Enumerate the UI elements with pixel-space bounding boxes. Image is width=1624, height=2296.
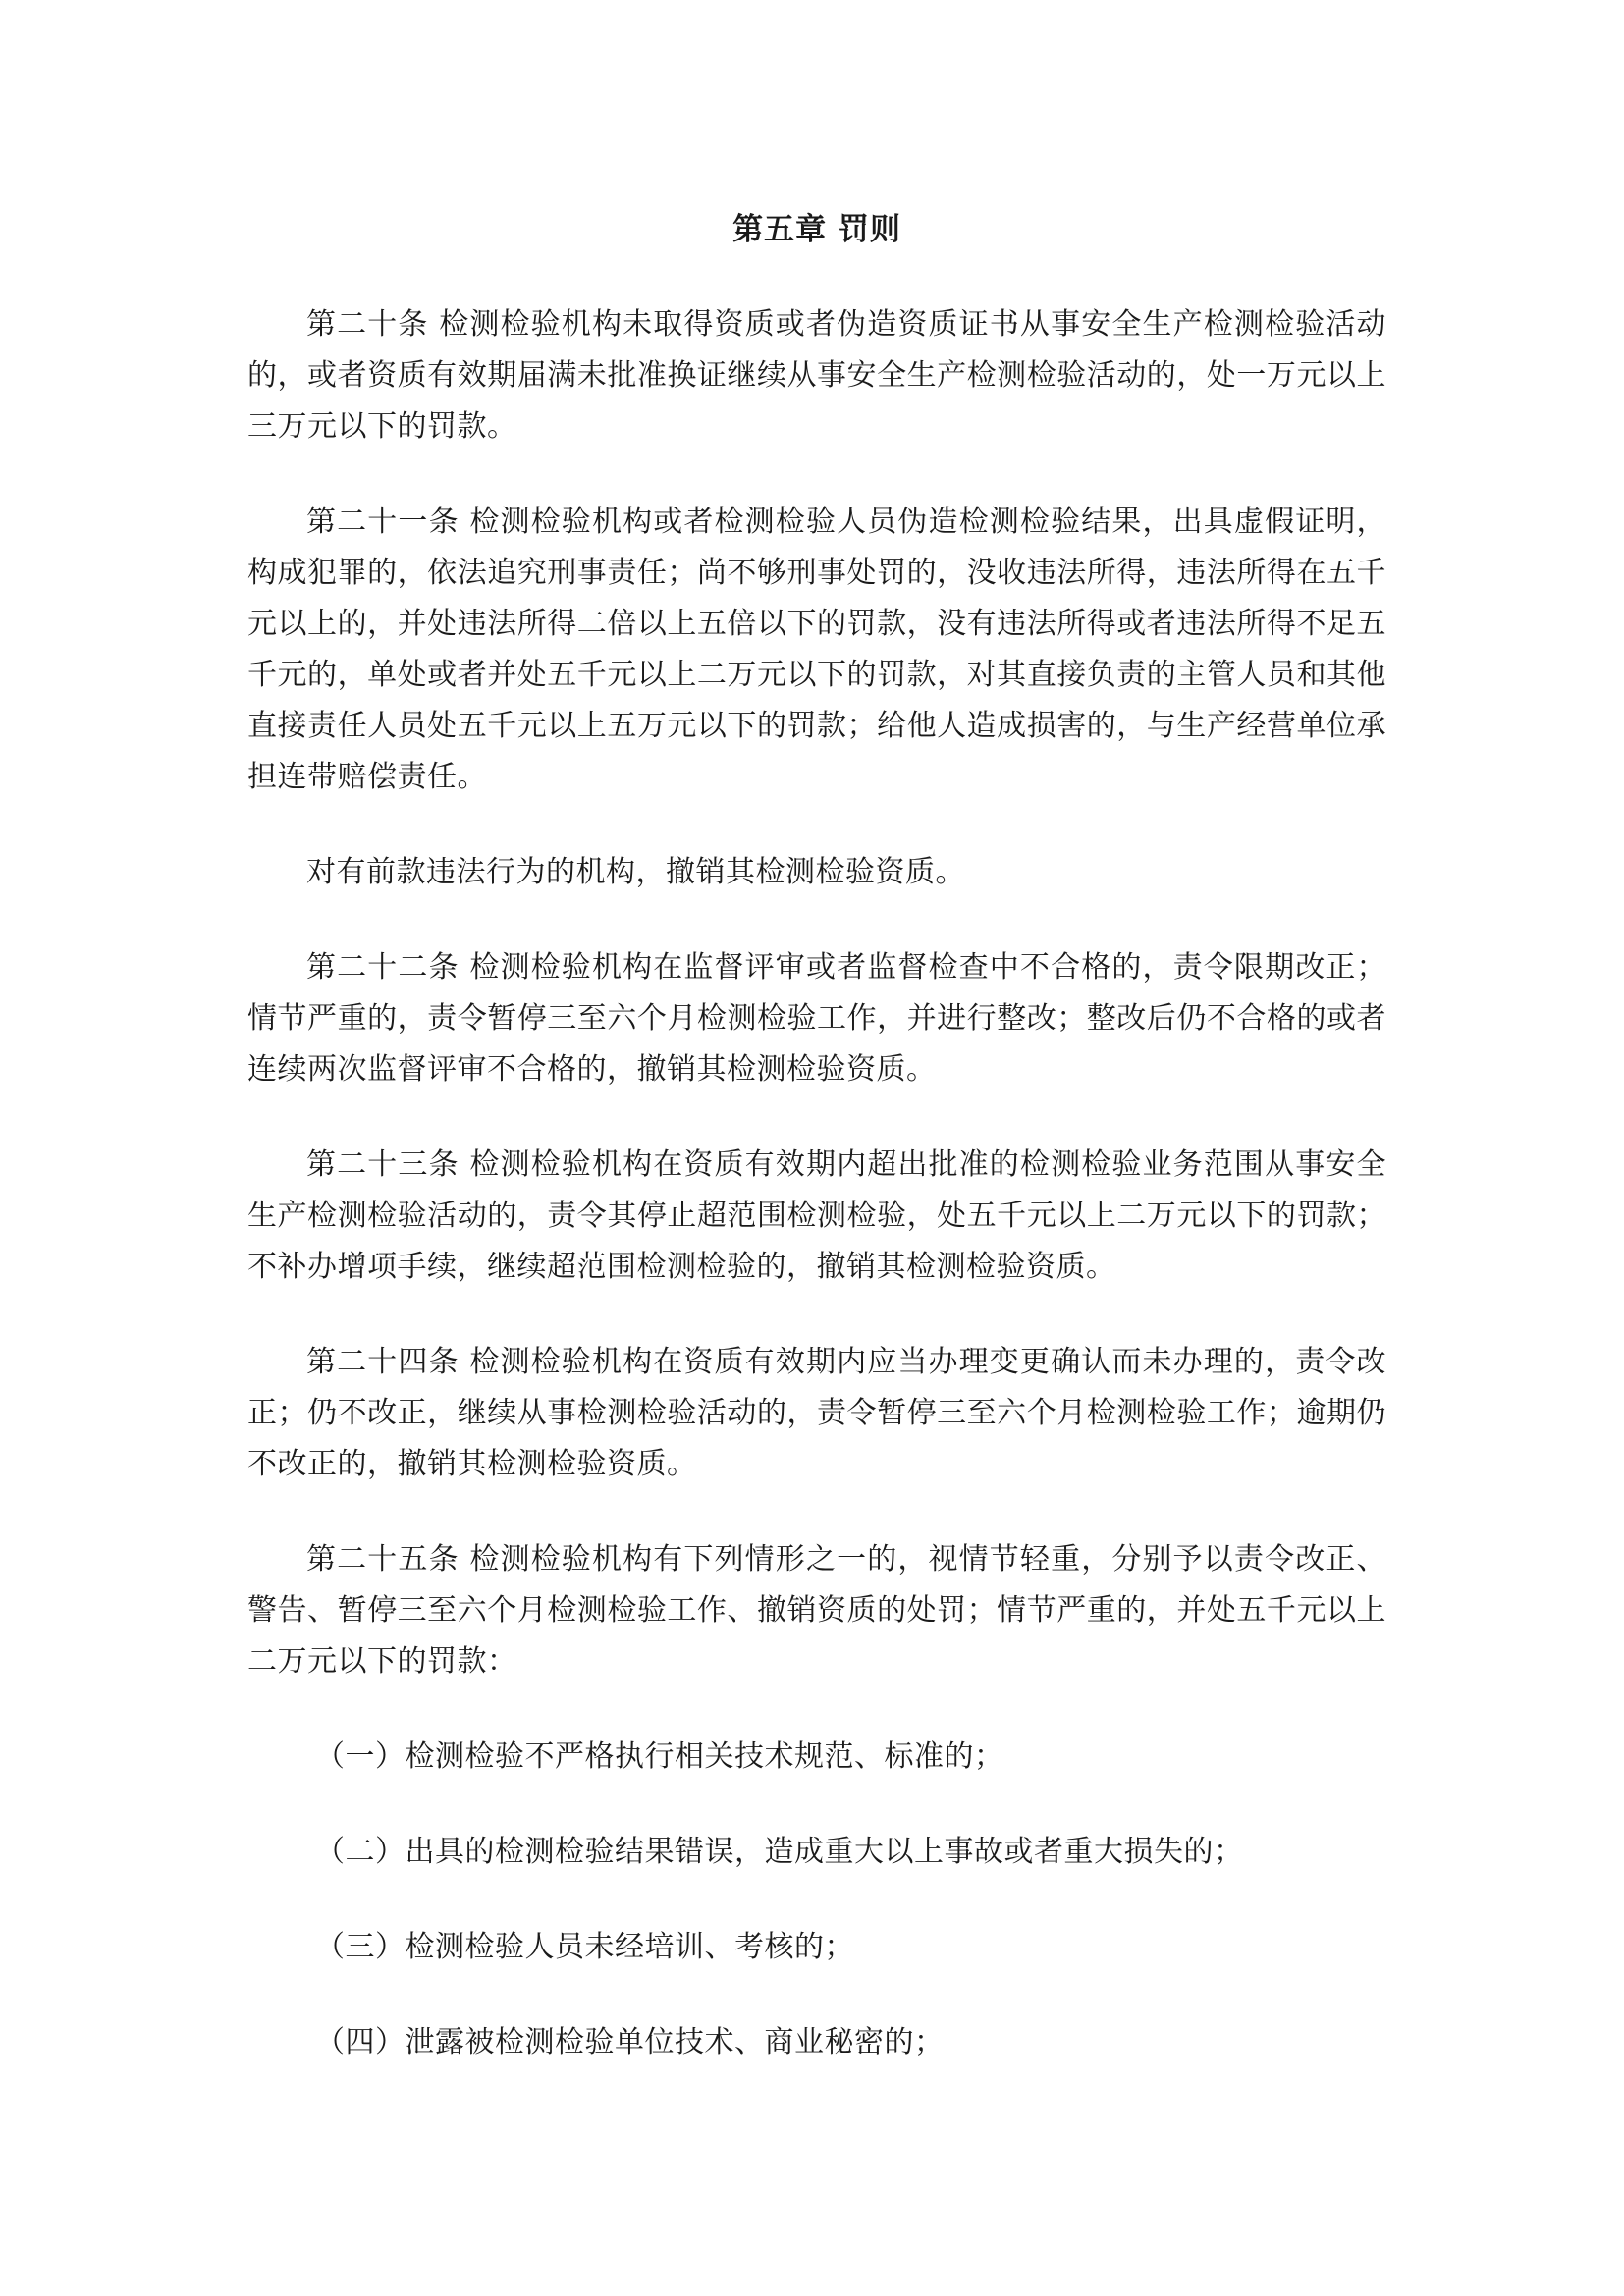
article-23: 第二十三条 检测检验机构在资质有效期内超出批准的检测检验业务范围从事安全生产检测检验活动的，责令其停止超范围检测检验，处五千元以上二万元以下的罚款；不补办增项手续，继续超范围检测检验的，撤销其检测检验资质。 — [247, 1148, 1386, 1284]
article-21: 第二十一条 检测检验机构或者检测检验人员伪造检测检验结果，出具虚假证明，构成犯罪的，依法追究刑事责任；尚不够刑事处罚的，没收违法所得，违法所得在五千元以上的，并处违法所得二倍以上五倍以下的罚款，没有违法所得或者违法所得不足五千元的，单处或者并处五千元以上二万元以下的罚款，对其直接负责的主管人员和其他直接责任人员处五千元以上五万元以下的罚款；给他人造成损害的，与生产经营单位承担连带赔偿责任。 — [247, 505, 1386, 794]
article-25-item-1: （一）检测检验不严格执行相关技术规范、标准的； — [315, 1739, 1004, 1774]
article-25-item-4: （四）泄露被检测检验单位技术、商业秘密的； — [315, 2025, 945, 2059]
article-25: 第二十五条 检测检验机构有下列情形之一的，视情节轻重，分别予以责令改正、警告、暂停三至六个月检测检验工作、撤销资质的处罚；情节严重的，并处五千元以上二万元以下的罚款： — [247, 1542, 1386, 1679]
article-24: 第二十四条 检测检验机构在资质有效期内应当办理变更确认而未办理的，责令改正；仍不改正，继续从事检测检验活动的，责令暂停三至六个月检测检验工作；逾期仍不改正的，撤销其检测检验资质。 — [247, 1345, 1386, 1481]
article-25-item-2: （二）出具的检测检验结果错误，造成重大以上事故或者重大损失的； — [315, 1835, 1244, 1869]
article-21-clause-2: 对有前款违法行为的机构，撤销其检测检验资质。 — [306, 855, 965, 889]
document-body — [247, 204, 1386, 2112]
chapter-title: 第五章 罚则 — [732, 212, 901, 247]
article-25-item-3: （三）检测检验人员未经培训、考核的； — [315, 1930, 854, 1964]
article-20: 第二十条 检测检验机构未取得资质或者伪造资质证书从事安全生产检测检验活动的，或者资质有效期届满未批准换证继续从事安全生产检测检验活动的，处一万元以上三万元以下的罚款。 — [247, 307, 1386, 444]
article-22: 第二十二条 检测检验机构在监督评审或者监督检查中不合格的，责令限期改正；情节严重的，责令暂停三至六个月检测检验工作，并进行整改；整改后仍不合格的或者连续两次监督评审不合格的，撤销其检测检验资质。 — [247, 950, 1386, 1087]
